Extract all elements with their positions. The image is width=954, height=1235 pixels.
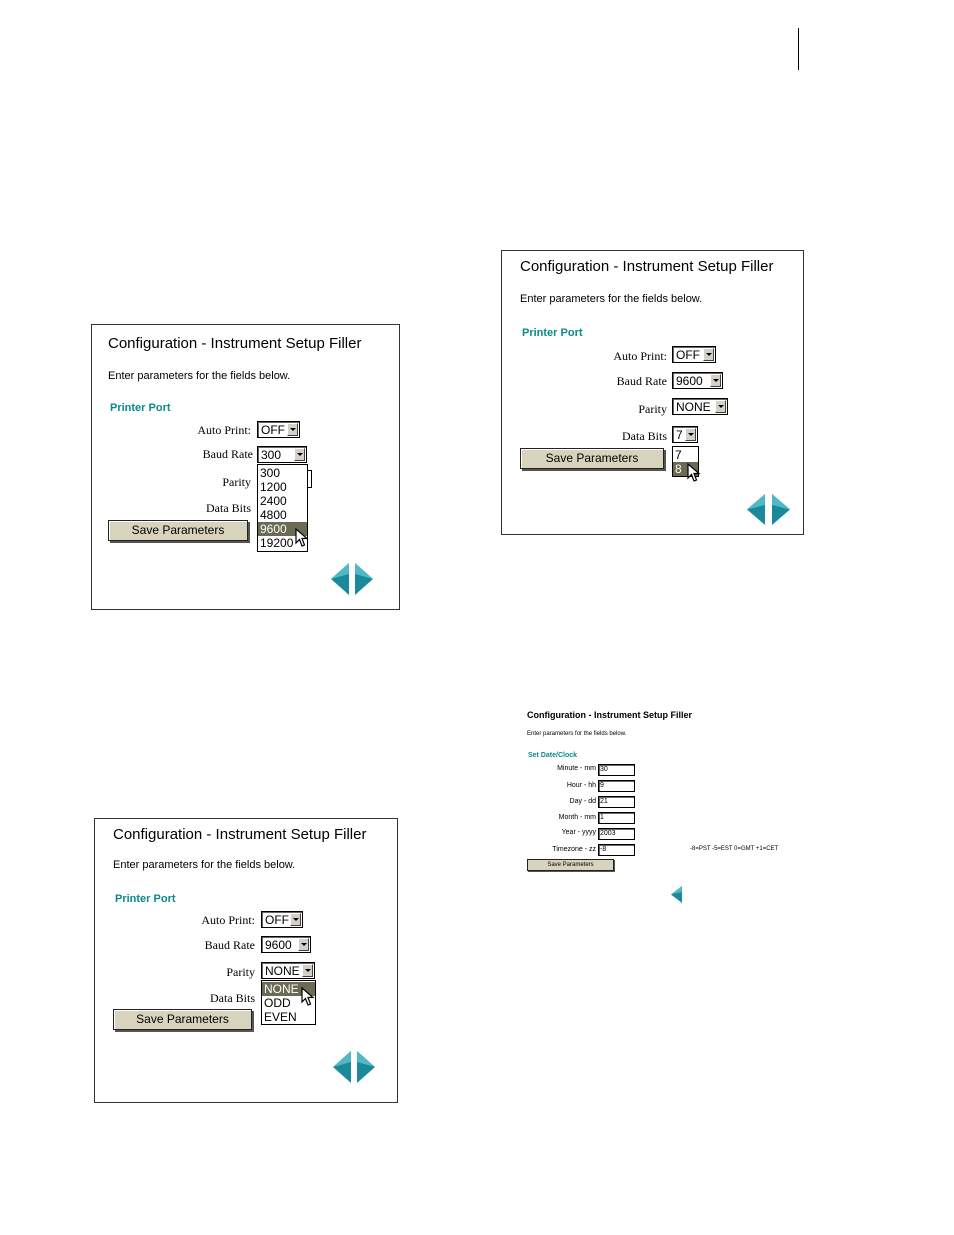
data-bits-label: Data Bits xyxy=(206,501,251,515)
dropdown-option-highlighted[interactable]: NONE xyxy=(262,982,315,996)
minute-label: Minute - mm xyxy=(557,765,596,772)
parity-select[interactable] xyxy=(261,962,315,979)
dropdown-option[interactable]: 300 xyxy=(260,466,281,480)
data-bits-value: 7 xyxy=(676,428,683,442)
next-arrow-icon[interactable] xyxy=(770,493,792,531)
auto-print-value: OFF xyxy=(261,423,285,437)
month-label: Month - mm xyxy=(558,814,596,821)
dropdown-option-highlighted[interactable]: 9600 xyxy=(258,522,307,536)
chevron-down-icon[interactable] xyxy=(290,913,301,926)
intro-text: Enter parameters for the fields below. xyxy=(113,859,296,871)
next-arrow-icon[interactable] xyxy=(353,562,375,601)
day-label: Day - dd xyxy=(569,798,596,805)
day-input[interactable]: 21 xyxy=(598,796,635,808)
section-heading: Printer Port xyxy=(522,327,583,339)
prev-arrow-icon[interactable] xyxy=(745,493,767,531)
intro-text: Enter parameters for the fields below. xyxy=(520,293,703,305)
dropdown-option[interactable]: 4800 xyxy=(260,508,287,522)
auto-print-value: OFF xyxy=(676,348,700,362)
page-title: Configuration - Instrument Setup Filler xyxy=(520,258,774,275)
chevron-down-icon[interactable] xyxy=(715,400,726,413)
page-title: Configuration - Instrument Setup Filler xyxy=(108,335,362,352)
timezone-input[interactable]: -8 xyxy=(598,844,635,856)
chevron-down-icon[interactable] xyxy=(287,423,298,436)
data-bits-label: Data Bits xyxy=(622,429,667,443)
baud-rate-value: 9600 xyxy=(265,938,292,952)
dropdown-option[interactable]: 19200 xyxy=(260,536,294,550)
page-title: Configuration - Instrument Setup Filler xyxy=(113,826,367,843)
save-parameters-button[interactable]: Save Parameters xyxy=(108,520,248,541)
chevron-down-icon[interactable] xyxy=(703,348,714,361)
baud-rate-select[interactable] xyxy=(257,446,307,463)
save-parameters-button[interactable]: Save Parameters xyxy=(520,448,664,469)
parity-label: Parity xyxy=(222,475,251,489)
intro-text: Enter parameters for the fields below. xyxy=(108,370,291,382)
auto-print-select[interactable] xyxy=(257,421,300,438)
section-heading: Printer Port xyxy=(115,893,176,905)
parity-label: Parity xyxy=(226,965,255,979)
section-heading: Set Date/Clock xyxy=(528,752,578,759)
parity-label: Parity xyxy=(638,402,667,416)
parity-select[interactable] xyxy=(672,398,728,415)
data-bits-label: Data Bits xyxy=(210,991,255,1005)
dropdown-option[interactable]: EVEN xyxy=(264,1010,297,1024)
minute-input[interactable]: 30 xyxy=(598,764,635,776)
hour-input[interactable]: 9 xyxy=(598,780,635,792)
dropdown-option[interactable]: ODD xyxy=(264,996,291,1010)
baud-rate-select[interactable] xyxy=(672,372,723,389)
chevron-down-icon[interactable] xyxy=(710,374,721,387)
chevron-down-icon[interactable] xyxy=(685,428,696,441)
dropdown-option[interactable]: 7 xyxy=(675,448,682,462)
next-arrow-icon[interactable] xyxy=(355,1050,377,1089)
baud-rate-label: Baud Rate xyxy=(202,447,253,461)
chevron-down-icon[interactable] xyxy=(298,938,309,951)
save-parameters-button[interactable]: Save Parameters xyxy=(113,1009,252,1030)
intro-text: Enter parameters for the fields below. xyxy=(527,731,627,737)
save-parameters-button[interactable]: Save Parameters xyxy=(527,859,614,871)
screenshot-baud-rate xyxy=(91,324,400,610)
auto-print-select[interactable] xyxy=(672,346,716,363)
baud-rate-select[interactable] xyxy=(261,936,311,953)
dropdown-option[interactable]: 1200 xyxy=(260,480,287,494)
auto-print-value: OFF xyxy=(265,913,289,927)
parity-value: NONE xyxy=(265,964,300,978)
page-margin-rule xyxy=(798,28,799,70)
chevron-down-icon[interactable] xyxy=(294,448,305,461)
dropdown-option[interactable]: 2400 xyxy=(260,494,287,508)
auto-print-select[interactable] xyxy=(261,911,303,928)
baud-rate-value: 300 xyxy=(261,448,282,462)
page-title: Configuration - Instrument Setup Filler xyxy=(527,710,692,720)
baud-rate-value: 9600 xyxy=(676,374,703,388)
screenshot-parity xyxy=(94,818,398,1103)
month-input[interactable]: 1 xyxy=(598,812,635,824)
hour-label: Hour - hh xyxy=(566,782,596,789)
auto-print-label: Auto Print: xyxy=(201,913,255,927)
dropdown-option-highlighted[interactable]: 8 xyxy=(673,462,698,476)
screenshot-data-bits xyxy=(501,250,804,535)
auto-print-label: Auto Print: xyxy=(613,349,667,363)
timezone-hint: -8=PST -5=EST 0=GMT +1=CET xyxy=(690,846,779,852)
prev-arrow-icon[interactable] xyxy=(329,562,351,601)
auto-print-label: Auto Print: xyxy=(197,423,251,437)
chevron-down-icon[interactable] xyxy=(302,964,313,977)
prev-arrow-icon[interactable] xyxy=(670,885,683,909)
timezone-label: Timezone - zz xyxy=(552,846,596,853)
baud-rate-label: Baud Rate xyxy=(616,374,667,388)
data-bits-select[interactable] xyxy=(672,426,698,443)
year-label: Year - yyyy xyxy=(561,829,596,836)
screenshot-date-clock xyxy=(520,705,800,915)
prev-arrow-icon[interactable] xyxy=(331,1050,353,1089)
section-heading: Printer Port xyxy=(110,402,171,414)
year-input[interactable]: 2003 xyxy=(598,828,635,840)
baud-rate-label: Baud Rate xyxy=(204,938,255,952)
parity-value: NONE xyxy=(676,400,711,414)
